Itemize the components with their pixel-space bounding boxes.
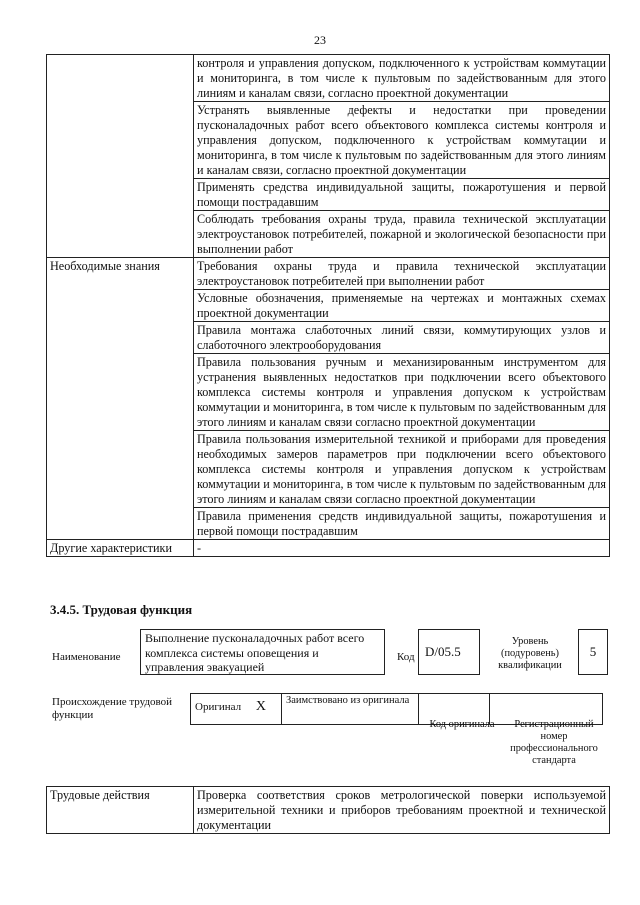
labor-actions-text: Проверка соответствия сроков метрологической поверки используемой измерительной техники и приборов требованиям проектной и технической документации (194, 787, 610, 834)
row-label-other: Другие характеристики (47, 540, 194, 557)
skills-knowledge-table (46, 54, 610, 557)
function-code: D/05.5 (418, 629, 480, 675)
row-text: - (194, 540, 610, 557)
page-number: 23 (314, 33, 326, 47)
name-label: Наименование (52, 651, 121, 663)
row-label-knowledge: Необходимые знания (47, 258, 194, 540)
reg-number-caption: Регистрационный номер профессионального стандарта (510, 719, 598, 766)
table-row (47, 55, 610, 102)
row-text: Требования охраны труда и правила технической эксплуатации электроустановок потребителей при выполнении работ (194, 258, 610, 290)
code-label: Код (397, 651, 415, 663)
level-label: Уровень (подуровень) квалификации (498, 636, 562, 671)
table-row (47, 540, 610, 557)
row-text: Правила пользования измерительной техникой и приборами для проведения необходимых замеров параметров при подключении всего объектового комплекса системы контроля и управления допуском к устройствам коммутации и мониторинга, в том числе к пультовым по задействованным для этого линиям и каналам связи согласно проектной документации (194, 431, 610, 508)
level-value: 5 (578, 629, 608, 675)
row-text: контроля и управления допуском, подключенного к устройствам коммутации и мониторинга, в том числе к пультовым по задействованным для этого линиям и каналам связи, согласно проектной документации (194, 55, 610, 102)
row-text: Правила монтажа слаботочных линий связи, коммутирующих узлов и слаботочного электрооборудования (194, 322, 610, 354)
labor-actions-label: Трудовые действия (47, 787, 194, 834)
original-cell (191, 694, 282, 725)
section-title: 3.4.5. Трудовая функция (50, 602, 193, 617)
row-text: Применять средства индивидуальной защиты, пожаротушения и первой помощи пострадавшим (194, 179, 610, 211)
function-name: Выполнение пусконаладочных работ всего комплекса системы оповещения и управления эвакуацией (140, 629, 385, 675)
row-text: Правила пользования ручным и механизированным инструментом для устранения выявленных недостатков при подключении всего объектового комплекса системы контроля и управления допуском к устройствам коммутации и мониторинга, в том числе к пультовым по задействованным для этого линиям и каналам связи согласно проектной документации (194, 354, 610, 431)
table-row (47, 258, 610, 290)
row-label (47, 55, 194, 258)
origin-label: Происхождение трудовой функции (52, 696, 173, 721)
labor-actions-table (46, 786, 610, 834)
row-text: Условные обозначения, применяемые на чертежах и монтажных схемах проектной документации (194, 290, 610, 322)
code-original-caption: Код оригинала (429, 719, 495, 730)
row-text: Устранять выявленные дефекты и недостатки при проведении пусконаладочных работ всего объектового комплекса системы контроля и управления допуском, подключенного к устройствам коммутации и мониторинга, в том числе к пультовым по задействованным для этого линиям и каналам связи, согласно проектной документации (194, 102, 610, 179)
original-mark: X (255, 699, 266, 714)
row-text: Соблюдать требования охраны труда, правила технической эксплуатации электроустановок потребителей, пожарной и экологической безопасности при выполнении работ (194, 211, 610, 258)
borrowed-cell: Заимствовано из оригинала (282, 694, 419, 725)
table-row (47, 787, 610, 834)
original-label: Оригинал (195, 701, 242, 713)
row-text: Правила применения средств индивидуальной защиты, пожаротушения и первой помощи пострадавшим (194, 508, 610, 540)
